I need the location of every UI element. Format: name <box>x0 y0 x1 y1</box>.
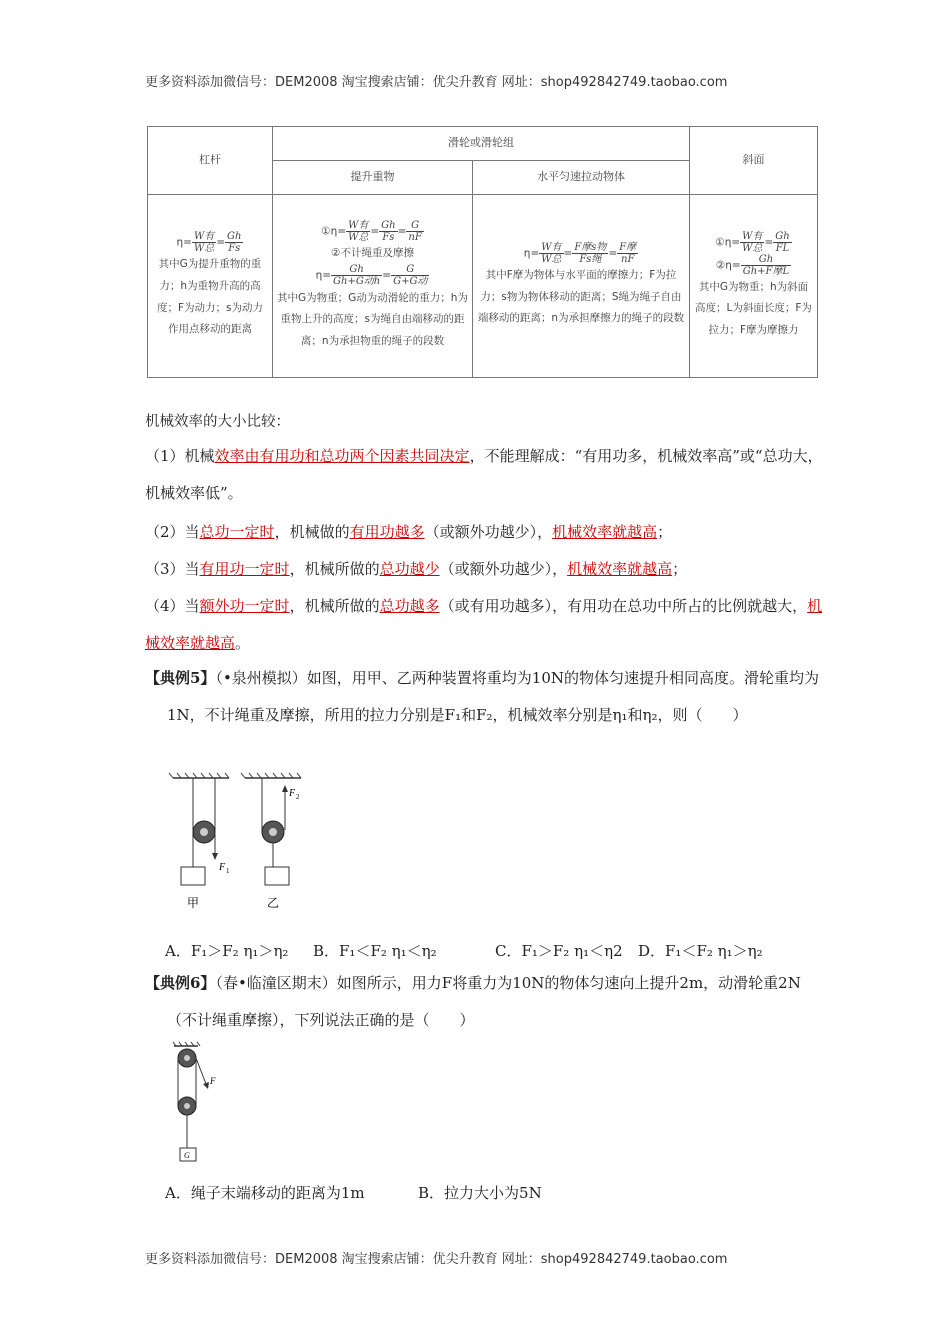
ex5-option-c[interactable]: C．F₁＞F₂ η₁＜η2 <box>495 942 623 960</box>
pulley-figure-5 <box>165 770 305 915</box>
incline-cell <box>690 195 818 378</box>
incline-formula-2: ②η= $\frac{Gh}{\text{Gh+F摩L}}$ <box>715 253 790 277</box>
example-6-question: （春•临潼区期末）如图所示，用力F将重力为10N的物体匀速向上提升2m，动滑轮重2N（不计绳重摩擦），下列说法正确的是（ ） <box>167 974 801 1029</box>
svg-text:F: F <box>289 788 296 799</box>
example-6 <box>145 965 825 1039</box>
header-pulley: 滑轮或滑轮组 <box>273 127 690 161</box>
example-5-question: （•泉州模拟）如图，用甲、乙两种装置将重均为10N的物体匀速提升相同高度。滑轮重均为1N，不计绳重及摩擦，所用的拉力分别是F₁和F₂，机械效率分别是η₁和η₂，则（ ） <box>167 669 820 724</box>
header-horizontal: 水平匀速拉动物体 <box>473 161 690 195</box>
pulley-figure-6 <box>168 1040 228 1165</box>
svg-text:G: G <box>184 1151 190 1160</box>
incline-formula-1: ①η= $\frac{\text{W有}}{\text{W总}}$ = $\frac{Gh}{FL}$ <box>715 230 790 254</box>
header-lift: 提升重物 <box>273 161 473 195</box>
highlight-decided: 效率由有用功和总功两个因素共同决定 <box>214 447 470 465</box>
horizontal-description: 其中F摩为物体与水平面的摩擦力；F为拉力；s物为物体移动的距离；S绳为绳子自由端移动的距离；n为承担摩擦力的绳子的段数 <box>477 269 685 325</box>
lift-description: 其中G为物重；G动为动滑轮的重力；h为重物上升的高度；s为绳自由端移动的距离；n为承担物重的绳子的段数 <box>277 291 468 347</box>
ex5-option-a[interactable]: A．F₁＞F₂ η₁＞η₂ <box>165 942 289 960</box>
page-footer: 更多资料添加微信号：DEM2008 淘宝搜索店铺：优尖升教育 网址：shop492842749.taobao.com <box>145 1252 728 1267</box>
horizontal-cell <box>473 195 690 378</box>
lift-formula-2: η= $\frac{Gh}{\text{Gh+G动h}}$ = $\frac{G}{\text{G+G动}}$ <box>315 264 428 288</box>
lift-formula-1: ①η= $\frac{\text{W有}}{\text{W总}}$ = $\frac{Gh}{Fs}$ = $\frac{G}{nF}$ <box>321 219 422 243</box>
header-lever: 杠杆 <box>148 127 273 195</box>
page-header: 更多资料添加微信号：DEM2008 淘宝搜索店铺：优尖升教育 网址：shop492842749.taobao.com <box>145 75 728 90</box>
paragraph-2: （2）当总功一定时，机械做的有用功越多（或额外功越少），机械效率就越高； <box>145 523 673 541</box>
label-jia: 甲 <box>187 896 200 910</box>
horizontal-formula: η= $\frac{\text{W有}}{\text{W总}}$ = $\frac{\text{F摩s物}}{\text{Fs绳}}$ = $\frac{\text{F摩}}{nF}$ <box>523 242 637 266</box>
example-5 <box>145 660 825 734</box>
header-incline: 斜面 <box>690 127 818 195</box>
ex5-option-d[interactable]: D．F₁＜F₂ η₁＞η₂ <box>638 942 763 960</box>
formula-table <box>147 126 818 378</box>
lever-cell <box>148 195 273 378</box>
section-title: 机械效率的大小比较： <box>145 414 290 430</box>
ex6-option-a[interactable]: A．绳子末端移动的距离为1m <box>165 1184 365 1202</box>
svg-text:F: F <box>210 1076 216 1086</box>
ex6-option-b[interactable]: B．拉力大小为5N <box>418 1184 542 1202</box>
lever-formula: η= $\frac{\text{W有}}{\text{W总}}$ = $\frac{Gh}{Fs}$ <box>176 231 242 255</box>
svg-text:F: F <box>219 862 226 873</box>
svg-text:1: 1 <box>226 867 230 875</box>
lift-cell <box>273 195 473 378</box>
paragraph-1: （1）机械效率由有用功和总功两个因素共同决定，不能理解成：“有用功多，机械效率高”或“总功大，机械效率低”。 <box>145 447 823 502</box>
label-yi: 乙 <box>267 896 280 910</box>
lever-description: 其中G为提升重物的重力；h为重物升高的高度；F为动力；s为动力作用点移动的距离 <box>156 258 263 336</box>
paragraph-4: （4）当额外功一定时，机械所做的总功越多（或有用功越多），有用功在总功中所占的比例就越大，机械效率就越高。 <box>145 597 823 652</box>
ex5-option-b[interactable]: B．F₁＜F₂ η₁＜η₂ <box>313 942 437 960</box>
svg-text:2: 2 <box>296 793 300 801</box>
lift-note: ②不计绳重及摩擦 <box>331 246 414 259</box>
example-5-tag: 【典例5】 <box>145 669 216 687</box>
paragraph-3: （3）当有用功一定时，机械所做的总功越少（或额外功越少），机械效率就越高； <box>145 560 688 578</box>
example-6-tag: 【典例6】 <box>145 974 216 992</box>
incline-description: 其中G为物重；h为斜面高度；L为斜面长度；F为拉力；F摩为摩擦力 <box>695 280 812 336</box>
